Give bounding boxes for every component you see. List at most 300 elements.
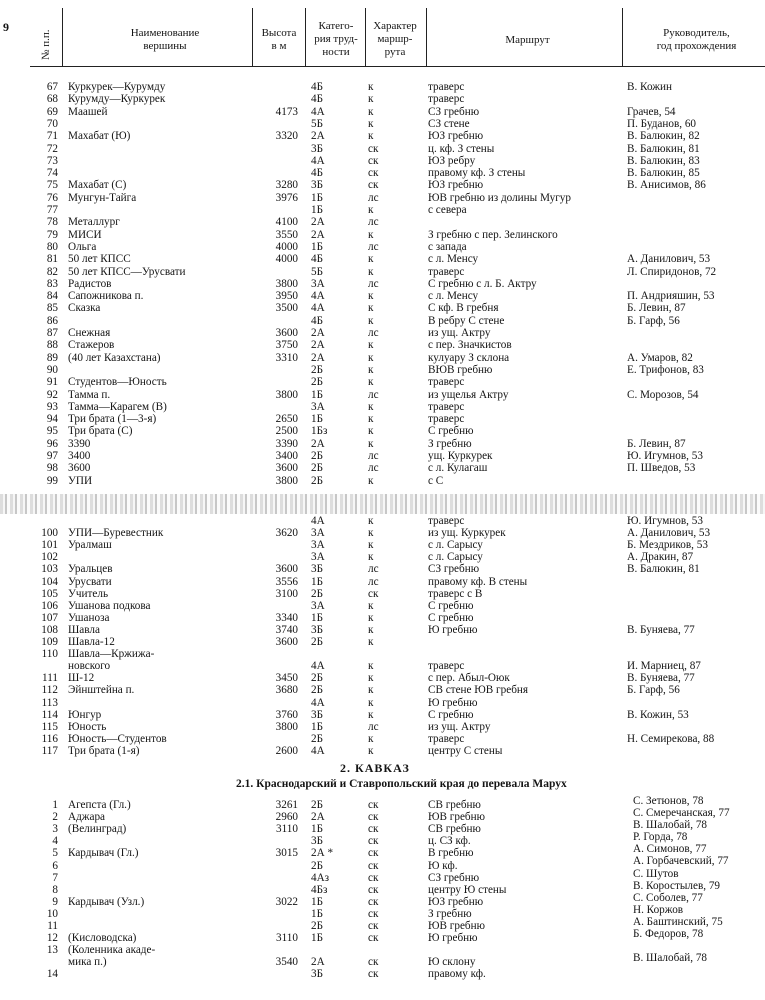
- peak-height: 3950: [275, 290, 298, 303]
- difficulty-category: 3Б: [311, 563, 324, 576]
- row-number: 10: [46, 907, 58, 920]
- route-type: лс: [368, 191, 379, 204]
- peak-name: Махабат (Ю): [68, 130, 131, 143]
- difficulty-category: 4А: [311, 154, 325, 167]
- route-description: СЗ стене: [428, 117, 470, 130]
- row-number: 71: [46, 130, 58, 143]
- row-number: 111: [42, 672, 58, 685]
- col-divider: [426, 8, 427, 66]
- route-description: ЮВ гребню: [428, 920, 485, 932]
- route-description: ЮЗ гребню: [428, 130, 484, 143]
- header-category: Катего- рия труд- ности: [314, 20, 358, 58]
- section-title: 2. КАВКАЗ: [340, 761, 410, 775]
- table-row: [0, 612, 765, 624]
- difficulty-category: 1Бз: [311, 425, 328, 438]
- peak-height: 3450: [275, 672, 298, 685]
- peak-height: 2500: [275, 425, 298, 438]
- peak-height: 4100: [275, 216, 298, 229]
- row-number: 7: [52, 871, 58, 884]
- row-number: 115: [41, 720, 58, 733]
- route-type: к: [368, 117, 374, 130]
- difficulty-category: 1Б: [311, 575, 324, 588]
- peak-name: Ушанова подкова: [68, 599, 151, 612]
- peak-height: 3110: [276, 823, 298, 836]
- peak-name: Сказка: [68, 302, 101, 315]
- difficulty-category: 2Б: [311, 920, 324, 932]
- leader-entry: Н. Коржов: [633, 903, 684, 916]
- route-description: из ущ. Куркурек: [428, 527, 506, 540]
- difficulty-category: 2А: [311, 216, 325, 229]
- route-type: к: [368, 363, 374, 376]
- route-description: с запада: [428, 240, 467, 253]
- difficulty-category: 2А: [311, 811, 325, 824]
- peak-height: 3620: [275, 527, 298, 540]
- row-number: 91: [46, 376, 58, 389]
- row-number: 114: [41, 708, 58, 721]
- table-row: [0, 968, 765, 980]
- row-number: 68: [46, 93, 58, 106]
- header-route: Маршрут: [505, 34, 550, 46]
- peak-name: Три брата (С): [68, 425, 133, 438]
- route-description: из ущ. Актру: [428, 327, 491, 339]
- table-row: [0, 515, 765, 527]
- row-number: 117: [41, 744, 58, 757]
- route-description: СЗ гребню: [428, 871, 480, 884]
- route-description: В гребню: [428, 847, 474, 860]
- route-type: к: [368, 105, 374, 118]
- peak-height: 3760: [275, 708, 298, 721]
- route-type: ск: [368, 811, 379, 824]
- table-row: [0, 389, 765, 401]
- row-number: 78: [46, 216, 58, 229]
- route-description: траверс: [428, 413, 465, 426]
- route-type: к: [368, 339, 374, 352]
- table-row: [0, 143, 765, 155]
- row-number: 76: [46, 191, 58, 204]
- route-type: к: [368, 228, 374, 241]
- row-number: 83: [46, 277, 58, 290]
- route-description: центру Ю стены: [428, 883, 507, 896]
- leader-year: А. Умаров, 82: [627, 351, 693, 364]
- route-type: ск: [368, 835, 379, 848]
- route-type: ск: [368, 907, 379, 920]
- peak-name: 3600: [68, 462, 91, 475]
- difficulty-category: 1Б: [311, 191, 324, 204]
- difficulty-category: 2Б: [311, 672, 324, 685]
- row-number: 93: [46, 400, 58, 413]
- row-number: 104: [41, 575, 58, 588]
- route-type: к: [368, 290, 374, 303]
- table-row: [0, 438, 765, 450]
- route-type: к: [368, 515, 374, 527]
- route-description: Ю кф.: [428, 859, 458, 872]
- table-row: [0, 462, 765, 474]
- peak-name: Ольга: [68, 240, 97, 253]
- leader-year: Б. Мездриков, 53: [627, 539, 708, 552]
- row-number: 82: [46, 265, 58, 278]
- difficulty-category: 3А: [311, 599, 325, 612]
- peak-height: 3600: [275, 636, 298, 648]
- route-type: к: [368, 265, 374, 278]
- table-row: [0, 660, 765, 672]
- peak-name: Радистов: [68, 277, 112, 290]
- peak-height: 3800: [275, 474, 298, 487]
- route-type: к: [368, 437, 374, 450]
- route-type: к: [368, 636, 374, 648]
- table-row: [0, 278, 765, 290]
- route-description: центру С стены: [428, 744, 503, 757]
- route-description: В ребру С стене: [428, 314, 505, 327]
- peak-height: 3100: [275, 587, 298, 600]
- leader-year: А. Данилович, 53: [627, 527, 711, 540]
- peak-height: 3310: [275, 351, 298, 364]
- table-row: [0, 648, 765, 660]
- difficulty-category: 2А: [311, 130, 325, 143]
- route-type: к: [368, 708, 374, 721]
- peak-name: Уралмаш: [68, 539, 112, 552]
- row-number: 97: [46, 450, 58, 462]
- peak-name: Агепста (Гл.): [68, 799, 131, 811]
- row-number: 94: [46, 413, 58, 426]
- peak-name: Юнгур: [68, 708, 102, 721]
- difficulty-category: 3Б: [311, 968, 324, 981]
- peak-height: 3740: [275, 623, 298, 636]
- row-number: 80: [46, 240, 58, 253]
- leader-year: П. Шведов, 53: [627, 462, 696, 475]
- leader-year: В. Балюкин, 81: [627, 563, 700, 576]
- peak-height: 3500: [275, 302, 298, 315]
- route-description: с л. Сарысу: [428, 551, 483, 564]
- peak-name: Студентов—Юность: [68, 376, 167, 389]
- peak-name: Шавла: [68, 623, 100, 636]
- leader-entry: А. Баштинский, 75: [633, 915, 723, 928]
- route-type: к: [368, 204, 374, 216]
- peak-name: Кардывач (Узл.): [68, 895, 145, 908]
- leader-year: Б. Гарф, 56: [627, 314, 680, 327]
- caucasus-leaders: [633, 795, 730, 964]
- row-number: 77: [46, 204, 58, 216]
- row-number: 106: [41, 599, 58, 612]
- route-description: С гребню: [428, 708, 474, 721]
- peak-name: Куркурек—Курумду: [68, 81, 166, 93]
- route-type: лс: [368, 388, 379, 401]
- peak-name: Учитель: [68, 587, 109, 600]
- difficulty-category: 2А: [311, 437, 325, 450]
- row-number: 84: [46, 290, 58, 303]
- route-type: лс: [368, 277, 379, 290]
- difficulty-category: 3Б: [311, 142, 324, 155]
- peak-height: 2960: [275, 811, 298, 824]
- peak-name: МИСИ: [68, 228, 102, 241]
- col-divider: [622, 8, 623, 66]
- peak-height: 3320: [275, 130, 298, 143]
- difficulty-category: 2Б: [311, 376, 324, 389]
- route-type: к: [368, 81, 374, 93]
- header-type: Характер маршр- рута: [373, 20, 417, 58]
- peak-name: 50 лет КПСС—Урусвати: [68, 265, 186, 278]
- table-row: [0, 624, 765, 636]
- row-number: 99: [46, 474, 58, 487]
- route-description: траверс: [428, 265, 465, 278]
- route-description: правому кф.: [428, 968, 486, 981]
- leader-year: И. Марниец, 87: [627, 660, 701, 673]
- peak-name: Шавла—Кржижа-: [68, 648, 155, 661]
- route-type: лс: [368, 327, 379, 339]
- table-row: [0, 413, 765, 425]
- peak-name: Маашей: [68, 105, 108, 118]
- leader-year: А. Данилович, 53: [627, 253, 711, 266]
- row-number: 87: [46, 327, 58, 339]
- row-number: 95: [46, 425, 58, 438]
- peak-name: Снежная: [68, 327, 111, 339]
- table-row: [0, 290, 765, 302]
- leader-entry: Р. Горда, 78: [633, 831, 688, 844]
- table-row: [0, 192, 765, 204]
- difficulty-category: 4Б: [311, 93, 324, 106]
- peak-name: Ш-12: [68, 672, 95, 685]
- row-number: 108: [41, 623, 58, 636]
- route-description: траверс: [428, 732, 465, 745]
- route-description: траверс с В: [428, 587, 483, 600]
- leader-entry: В. Коростылев, 79: [633, 879, 721, 892]
- difficulty-category: 2А: [311, 339, 325, 352]
- peak-name: Урусвати: [68, 575, 112, 588]
- route-description: с пер. Абыл-Оюк: [428, 672, 510, 685]
- row-number: 13: [46, 944, 58, 957]
- route-description: С кф. В гребня: [428, 302, 499, 315]
- leader-year: Ю. Игумнов, 53: [627, 450, 703, 462]
- difficulty-category: 2А: [311, 351, 325, 364]
- peak-name: 50 лет КПСС: [68, 253, 131, 266]
- route-description: правому кф. З стены: [428, 167, 526, 180]
- page-tear-mark: [0, 494, 765, 514]
- route-type: ск: [368, 920, 379, 932]
- row-number: 110: [41, 648, 58, 661]
- leader-year: В. Буняева, 77: [627, 623, 695, 636]
- leader-entry: А. Горбачевский, 77: [633, 855, 729, 868]
- difficulty-category: 1Б: [311, 823, 324, 836]
- route-description: ЮЗ гребню: [428, 895, 484, 908]
- peak-height: 3540: [275, 956, 298, 969]
- leader-year: П. Буданов, 60: [627, 117, 697, 130]
- table-row: [0, 576, 765, 588]
- route-type: ск: [368, 167, 379, 180]
- difficulty-category: 2Б: [311, 363, 324, 376]
- table-row: [0, 229, 765, 241]
- leader-year: Б. Левин, 87: [627, 437, 686, 450]
- route-description: траверс: [428, 81, 465, 93]
- difficulty-category: 3Б: [311, 835, 324, 848]
- leader-year: Ю. Игумнов, 53: [627, 515, 703, 527]
- page-number: 9: [3, 20, 9, 34]
- route-type: лс: [368, 216, 379, 229]
- row-number: 101: [41, 539, 58, 552]
- route-type: к: [368, 551, 374, 564]
- peak-height: 3110: [276, 932, 298, 945]
- peak-name: (Кисловодска): [68, 932, 137, 945]
- peak-name: Мунгун-Тайга: [68, 191, 137, 204]
- route-type: к: [368, 413, 374, 426]
- route-description: из ущелья Актру: [428, 388, 509, 401]
- route-description: ЮЗ ребру: [428, 154, 476, 167]
- table-row: [0, 106, 765, 118]
- col-divider: [365, 8, 366, 66]
- row-number: 96: [46, 437, 58, 450]
- difficulty-category: 2Б: [311, 859, 324, 872]
- route-type: к: [368, 376, 374, 389]
- leader-year: Б. Гарф, 56: [627, 684, 680, 697]
- table-row: [0, 339, 765, 351]
- difficulty-category: 2Б: [311, 462, 324, 475]
- route-type: ск: [368, 932, 379, 945]
- leader-year: В. Буняева, 77: [627, 672, 695, 685]
- section-subtitle: 2.1. Краснодарский и Ставропольский края до перевала Марух: [236, 778, 567, 790]
- row-number: 112: [41, 684, 58, 697]
- route-description: Ю склону: [428, 956, 476, 969]
- row-number: 103: [41, 563, 58, 576]
- table-row: [0, 179, 765, 191]
- table-row: [0, 401, 765, 413]
- route-type: к: [368, 684, 374, 697]
- leader-year: В. Балюкин, 81: [627, 142, 700, 155]
- route-description: С гребню: [428, 425, 474, 438]
- peak-height: 3390: [275, 437, 298, 450]
- row-number: 74: [46, 167, 58, 180]
- table-row: [0, 425, 765, 437]
- route-description: Ю гребню: [428, 696, 478, 709]
- peak-height: 3800: [275, 720, 298, 733]
- route-type: лс: [368, 450, 379, 462]
- leader-year: Е. Трифонов, 83: [627, 363, 704, 376]
- route-type: к: [368, 130, 374, 143]
- peak-name: УПИ—Буревестник: [68, 527, 164, 540]
- leader-entry: С. Шутов: [633, 867, 679, 880]
- table-row: [0, 118, 765, 130]
- route-description: ущ. Куркурек: [428, 450, 493, 462]
- row-number: 73: [46, 154, 58, 167]
- difficulty-category: 3А: [311, 551, 325, 564]
- table-row: [0, 315, 765, 327]
- leader-entry: В. Шалобай, 78: [633, 952, 708, 965]
- difficulty-category: 2Б: [311, 684, 324, 697]
- route-type: к: [368, 611, 374, 624]
- peak-height: 3750: [275, 339, 298, 352]
- difficulty-category: 1Б: [311, 413, 324, 426]
- peak-name: Юность—Студентов: [68, 732, 167, 745]
- route-description: с л. Менсу: [428, 290, 479, 303]
- row-number: 8: [52, 883, 58, 896]
- peak-height: 3340: [275, 611, 298, 624]
- difficulty-category: 4Аз: [311, 871, 330, 884]
- row-number: 79: [46, 228, 58, 241]
- route-type: лс: [368, 575, 379, 588]
- route-type: к: [368, 314, 374, 327]
- route-type: к: [368, 93, 374, 106]
- route-type: к: [368, 744, 374, 757]
- table-row: [0, 600, 765, 612]
- row-number: 4: [52, 835, 58, 848]
- table-row: [0, 733, 765, 745]
- table-row: [0, 216, 765, 228]
- table-row: [0, 376, 765, 388]
- route-description: З гребню: [428, 437, 472, 450]
- row-number: 100: [41, 527, 58, 540]
- row-number: 6: [52, 859, 58, 872]
- peak-name: 3390: [68, 437, 91, 450]
- route-description: с С: [428, 474, 444, 487]
- route-type: ск: [368, 142, 379, 155]
- route-description: Ю гребню: [428, 623, 478, 636]
- peak-name: Тамма—Карагем (В): [68, 400, 167, 413]
- route-type: ск: [368, 895, 379, 908]
- peak-height: 3800: [275, 388, 298, 401]
- table-row: [0, 155, 765, 167]
- peak-name: УПИ: [68, 474, 93, 487]
- row-number: 116: [41, 732, 58, 745]
- route-description: кулуару З склона: [428, 351, 510, 364]
- peak-name: Махабат (С): [68, 179, 127, 192]
- peak-height: 4000: [275, 253, 298, 266]
- route-description: С гребню с л. Б. Актру: [428, 277, 537, 290]
- difficulty-category: 1Б: [311, 895, 324, 908]
- difficulty-category: 2Б: [311, 636, 324, 648]
- row-number: 92: [46, 388, 58, 401]
- difficulty-category: 3А: [311, 539, 325, 552]
- row-number: 102: [41, 551, 58, 564]
- row-number: 70: [46, 117, 58, 130]
- difficulty-category: 4Бз: [311, 883, 328, 896]
- route-description: траверс: [428, 400, 465, 413]
- route-type: ск: [368, 956, 379, 969]
- row-number: 5: [52, 847, 58, 860]
- table-row: [0, 684, 765, 696]
- peak-height: 3261: [275, 799, 298, 811]
- difficulty-category: 5Б: [311, 117, 324, 130]
- table-row: [0, 551, 765, 563]
- row-number: 105: [41, 587, 58, 600]
- peak-name: Юность: [68, 720, 107, 733]
- table-row: [0, 302, 765, 314]
- difficulty-category: 4Б: [311, 253, 324, 266]
- table-row: [0, 450, 765, 462]
- row-number: 2: [52, 811, 58, 824]
- header-leader: Руководитель, год прохождения: [656, 27, 737, 52]
- row-number: 86: [46, 314, 58, 327]
- leader-year: В. Балюкин, 85: [627, 167, 700, 180]
- peak-height: 3015: [275, 847, 298, 860]
- difficulty-category: 4А: [311, 302, 325, 315]
- table-row: [0, 588, 765, 600]
- route-description: с л. Кулагаш: [428, 462, 488, 475]
- route-type: ск: [368, 154, 379, 167]
- peak-height: 3550: [275, 228, 298, 241]
- difficulty-category: 4А: [311, 105, 325, 118]
- difficulty-category: 4Б: [311, 314, 324, 327]
- difficulty-category: 1Б: [311, 240, 324, 253]
- row-number: 12: [46, 932, 58, 945]
- difficulty-category: 3А: [311, 277, 325, 290]
- leader-year: А. Дракин, 87: [627, 551, 694, 564]
- table-row: [0, 563, 765, 575]
- peak-height: 3556: [275, 575, 298, 588]
- table-row: [0, 130, 765, 142]
- leader-year: В. Балюкин, 83: [627, 154, 700, 167]
- route-description: СВ гребню: [428, 823, 481, 836]
- route-type: к: [368, 474, 374, 487]
- difficulty-category: 4А: [311, 696, 325, 709]
- header-rule: [30, 66, 765, 67]
- peak-height: 4173: [275, 105, 298, 118]
